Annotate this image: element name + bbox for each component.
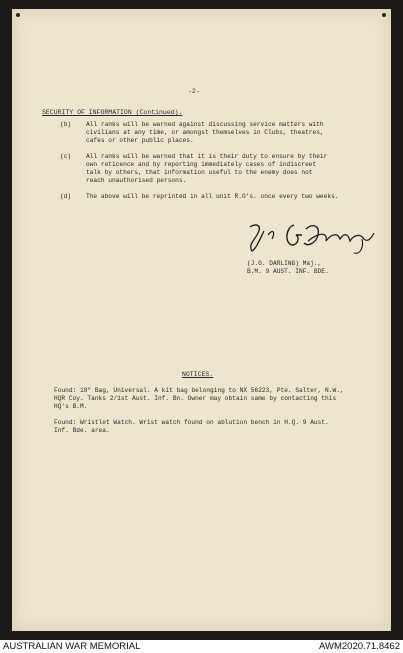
signature-block: (J.G. DARLING) Maj., B.M. 9 AUST. INF. BDE. [247,260,329,275]
section-title: SECURITY OF INFORMATION (Continued). [42,109,183,116]
footer-institution: AUSTRALIAN WAR MEMORIAL [3,641,141,652]
handwritten-signature [242,219,382,259]
notice-item: Found: Wristlet Watch. Wrist watch found on ablution bench in H.Q. 9 Aust. Inf. Bde. area. [54,419,329,434]
footer-accession-number: AWM2020.71.8462 [319,641,400,652]
notice-item: Found: 18" Bag, Universal. A kit bag belonging to NX 56223, Pte. Salter, N.W., HQR Coy. Tanks 2/1st Aust. Inf. Bn. Owner may obtain same by contacting this HQ's B.M. [54,387,344,410]
archive-footer [0,640,403,653]
paragraph-letter: (d) [60,193,72,200]
paragraph-text: All ranks will be warned against discussing service matters with civilians at any time, or amongst themselves in Clubs, theatres, cafes or other public places. [86,121,324,144]
paragraph-letter: (c) [60,153,72,160]
paragraph-text: All ranks will be warned that it is their duty to ensure by their own reticence and by reporting immediately cases of indiscreet talk by others, that information useful to the enemy does not reach unauthorised persons. [86,153,328,184]
notices-title: NOTICES. [182,371,214,378]
paragraph-text: The above will be reprinted in all unit R.O's. once every two weeks. [86,193,339,200]
paragraph-letter: (b) [60,121,72,128]
document-body [12,9,391,631]
document-page [12,9,391,631]
page-number: -2- [188,88,200,95]
